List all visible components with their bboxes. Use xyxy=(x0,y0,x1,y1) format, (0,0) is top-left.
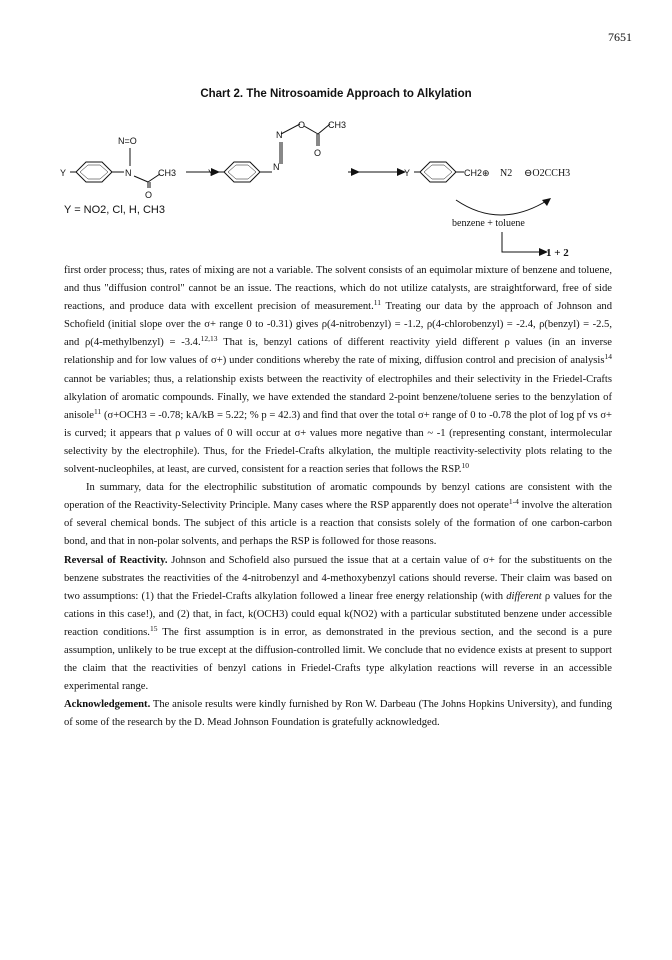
paragraph-2: In summary, data for the electrophilic substitution of aromatic compounds by benzyl cations are consistent with the operation of the Reactivity-Selectivity Principle. Many cases where the RSP apparently does not operate$^{1-4}$ involve the alteration of several chemical bonds. The subject of this article is a reaction that consists solely of the formation of one carbon-carbon bond, and that in non-polar solvents, and perhaps the RSP is followed for those reasons. xyxy=(64,482,612,548)
substituent-y-label-1: Y xyxy=(60,168,67,178)
carbonyl-oxygen-label-1: O xyxy=(145,190,153,200)
substituent-definition: Y = NO2, Cl, H, CH3 xyxy=(64,204,165,216)
curved-reaction-arrow xyxy=(456,200,548,215)
reference-10: 10 xyxy=(461,461,469,471)
section-heading-acknowledgement: Acknowledgement. xyxy=(64,699,151,711)
diazo-nitrogen-label-upper: N xyxy=(276,130,283,140)
reaction-scheme xyxy=(0,100,672,260)
substituent-y-label-2: Y xyxy=(208,168,215,178)
paragraph-acknowledgement: Acknowledgement. The anisole results were kindly furnished by Ron W. Darbeau (The Johns Hopkins University), and funding of some of the research by the D. Mead Johnson Foundation is gratefully acknowledged. xyxy=(64,699,612,729)
reference-1-4: 1-4 xyxy=(508,497,519,507)
ester-oxygen-label: O xyxy=(298,120,306,130)
article-body xyxy=(64,262,612,732)
substituent-y-label-3: Y xyxy=(404,168,411,178)
section-heading-reversal: Reversal of Reactivity. xyxy=(64,554,168,566)
methyl-label-2: CH3 xyxy=(328,120,347,130)
page-number: 7651 xyxy=(608,30,632,44)
nitrogen-molecule-label: N2 xyxy=(500,168,513,179)
benzyl-cation-label: CH2⊕ xyxy=(464,168,490,178)
amide-nitrogen-label: N xyxy=(125,168,132,178)
reference-15: 15 xyxy=(149,623,158,633)
paragraph-1: first order process; thus, rates of mixing are not a variable. The solvent consists of an equimolar mixture of benzene and toluene, and thus "diffusion control" cannot be an issue. The reactions, which do not utilize catalysts, are straightforward, free of side reactions, and produce data with excellent precision of measurement.$^{11}$ Treating our data by the approach of Johnson and Schofield (initial slope over the σ+ range 0 to -0.31) gives ρ(4-nitrobenzyl) = -1.2, ρ(4-chlorobenzyl) = -2.4, ρ(benzyl) = -2.5, and ρ(4-methylbenzyl) = -3.4.$^{12,13}$ That is, benzyl cations of different reactivity yield different ρ values (in an inverse relationship and for low values of σ+) under conditions whereby the rate of mixing, diffusion control and precision of analysis$^{14}$ cannot be variables; thus, a relationship exists between the reactivity of electrophiles and their selectivity in the Friedel-Crafts alkylation of aromatic compounds. Finally, we have extended the standard 2-point benzene/toluene series to the benzylation of anisole$^{11}$ (σ+OCH3 = -0.78; kA/kB = 5.22; % p = 42.3) and find that over the total σ+ range of 0 to -0.78 the plot of log pf vs σ+ is curved; it appears that ρ values of 0 will occur at σ+ values more negative than ~ -1 (representing constant, intermolecular selectivity by the electrophile). Thus, for the Friedel-Crafts alkylation, the multiple reactivity-selectivity plots relating to the solvent-nucleophiles, at least, are curved, consistent for a reaction series that follows the RSP.$^{10}$ xyxy=(64,265,612,476)
carbonyl-oxygen-label-2: O xyxy=(314,148,322,158)
reference-11-repeat: 11 xyxy=(94,406,102,416)
nitroso-label: N=O xyxy=(118,136,137,146)
reference-12-13: 12,13 xyxy=(200,334,218,344)
paragraph-3: Reversal of Reactivity. Johnson and Schofield also pursued the issue that at a certain value of σ+ for the substituents on the benzene substrates the reactivities of the 4-nitrobenzyl and 4-methoxybenzyl cations should reverse. Their claim was based on two assumptions: (1) that the Friedel-Crafts alkylation followed a linear free energy relationship (with different ρ values for the cations in this case!), and (2) that, in fact, k(OCH3) could equal k(NO2) with a particular substituted benzene under accessible reaction conditions.$^{15}$ The first assumption is in error, as demonstrated in the previous section, and the second is a pure assumption, unlikely to be true except at the diffusion-controlled limit. We conclude that no evidence exists at present to support the claim that the reactivities of benzyl cations in Friedel-Crafts type alkylation reactions will reverse in an accessible experimental range. xyxy=(64,554,613,693)
diazo-nitrogen-label-lower: N xyxy=(273,162,280,172)
reference-11: 11 xyxy=(373,298,381,308)
chart-title: Chart 2. The Nitrosoamide Approach to Alkylation xyxy=(200,88,472,100)
acetate-anion-label: ⊖O2CCH3 xyxy=(524,168,571,179)
solvent-label: benzene + toluene xyxy=(452,218,525,229)
products-label: 1 + 2 xyxy=(546,247,569,259)
reference-14: 14 xyxy=(604,352,612,362)
methyl-label-1: CH3 xyxy=(158,168,177,178)
